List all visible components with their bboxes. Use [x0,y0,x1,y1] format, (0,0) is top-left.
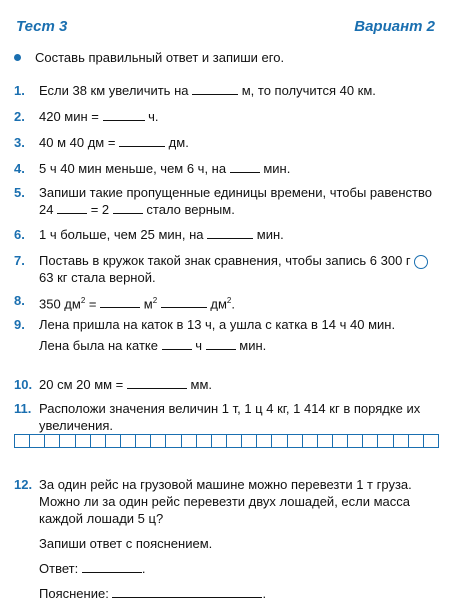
question-text: Лена пришла на каток в 13 ч, а ушла с катка в 14 ч 40 мин. [39,317,396,332]
comparison-circle[interactable] [414,255,428,269]
question-number: 8. [14,293,25,308]
explanation-blank[interactable] [112,585,262,598]
question-number: 10. [14,377,33,392]
instruction-text: Составь правильный ответ и запиши его. [35,50,285,65]
question-number: 4. [14,161,25,176]
question-text: = 2 [90,202,110,217]
question-text: стало верным. [146,202,235,217]
answer-label: Ответ: [39,561,79,576]
question-text: дм. [168,135,189,150]
question-text: мин. [239,338,267,353]
question-number: 7. [14,253,25,268]
question-9 [14,316,437,354]
question-8 [14,292,437,312]
question-text: . [262,586,267,601]
question-text: 1 ч больше, чем 25 мин, на [39,227,204,242]
question-text: . [231,296,235,312]
question-5 [14,184,437,218]
question-number: 6. [14,227,25,242]
question-text: 5 ч 40 мин меньше, чем 6 ч, на [39,161,227,176]
answer-blank[interactable] [103,108,145,121]
instruction [14,50,284,65]
question-text: 20 см 20 мм = [39,377,124,392]
question-text: м [143,296,153,312]
question-text: = [88,296,97,312]
question-text: ч [195,338,202,353]
question-10 [14,376,437,393]
answer-blank[interactable] [162,337,192,350]
superscript: 2 [152,296,158,305]
question-text: 350 дм [39,296,81,312]
answer-blank[interactable] [100,295,140,308]
question-number: 12. [14,477,33,492]
question-text: Запиши такие пропущенные единицы времени, чтобы равенство 24 [39,185,432,217]
answer-blank[interactable] [161,295,207,308]
question-text: 420 мин = [39,109,99,124]
question-number: 1. [14,83,25,98]
question-text: За один рейс на грузовой машине можно перевезти 1 т груза. Можно ли за один рейс перевезти двух лошадей, если масса каждой лошади 5 ц? [39,477,412,526]
question-6 [14,226,437,243]
question-text: м, то получится 40 км. [241,83,376,98]
question-text: ч. [148,109,159,124]
explanation-label: Пояснение: [39,586,109,601]
question-text: 63 кг стала верной. [39,270,156,285]
question-11 [14,400,437,434]
answer-blank[interactable] [113,201,143,214]
answer-blank[interactable] [57,201,87,214]
variant-title: Вариант 2 [354,18,435,35]
answer-blank[interactable] [206,337,236,350]
question-2 [14,108,437,125]
question-1 [14,82,437,99]
question-number: 3. [14,135,25,150]
question-subtext: Запиши ответ с пояснением. [39,536,213,551]
question-text: мин. [263,161,291,176]
question-number: 2. [14,109,25,124]
answer-blank[interactable] [119,134,165,147]
question-text: 40 м 40 дм = [39,135,116,150]
answer-blank[interactable] [192,82,238,95]
question-number: 5. [14,185,25,200]
answer-blank[interactable] [82,560,142,573]
question-text: дм [210,296,227,312]
question-text: Расположи значения величин 1 т, 1 ц 4 кг, 1 414 кг в порядке их увеличения. [39,401,421,433]
bullet-icon [14,54,21,61]
question-text: Поставь в кружок такой знак сравнения, чтобы запись 6 300 г [39,253,411,268]
question-12 [14,476,437,602]
question-4 [14,160,437,177]
test-title: Тест 3 [16,18,68,35]
answer-blank[interactable] [207,226,253,239]
answer-grid[interactable] [14,434,439,448]
answer-blank[interactable] [230,160,260,173]
answer-blank[interactable] [127,376,187,389]
question-text: Лена была на катке [39,338,158,353]
question-text: мин. [256,227,284,242]
superscript: 2 [80,296,86,305]
question-3 [14,134,437,151]
question-number: 9. [14,317,25,332]
question-number: 11. [14,401,32,416]
question-text: . [141,561,146,576]
page-header [16,18,435,35]
superscript: 2 [226,296,232,305]
question-7 [14,252,437,286]
question-text: мм. [190,377,213,392]
question-text: Если 38 км увеличить на [39,83,189,98]
